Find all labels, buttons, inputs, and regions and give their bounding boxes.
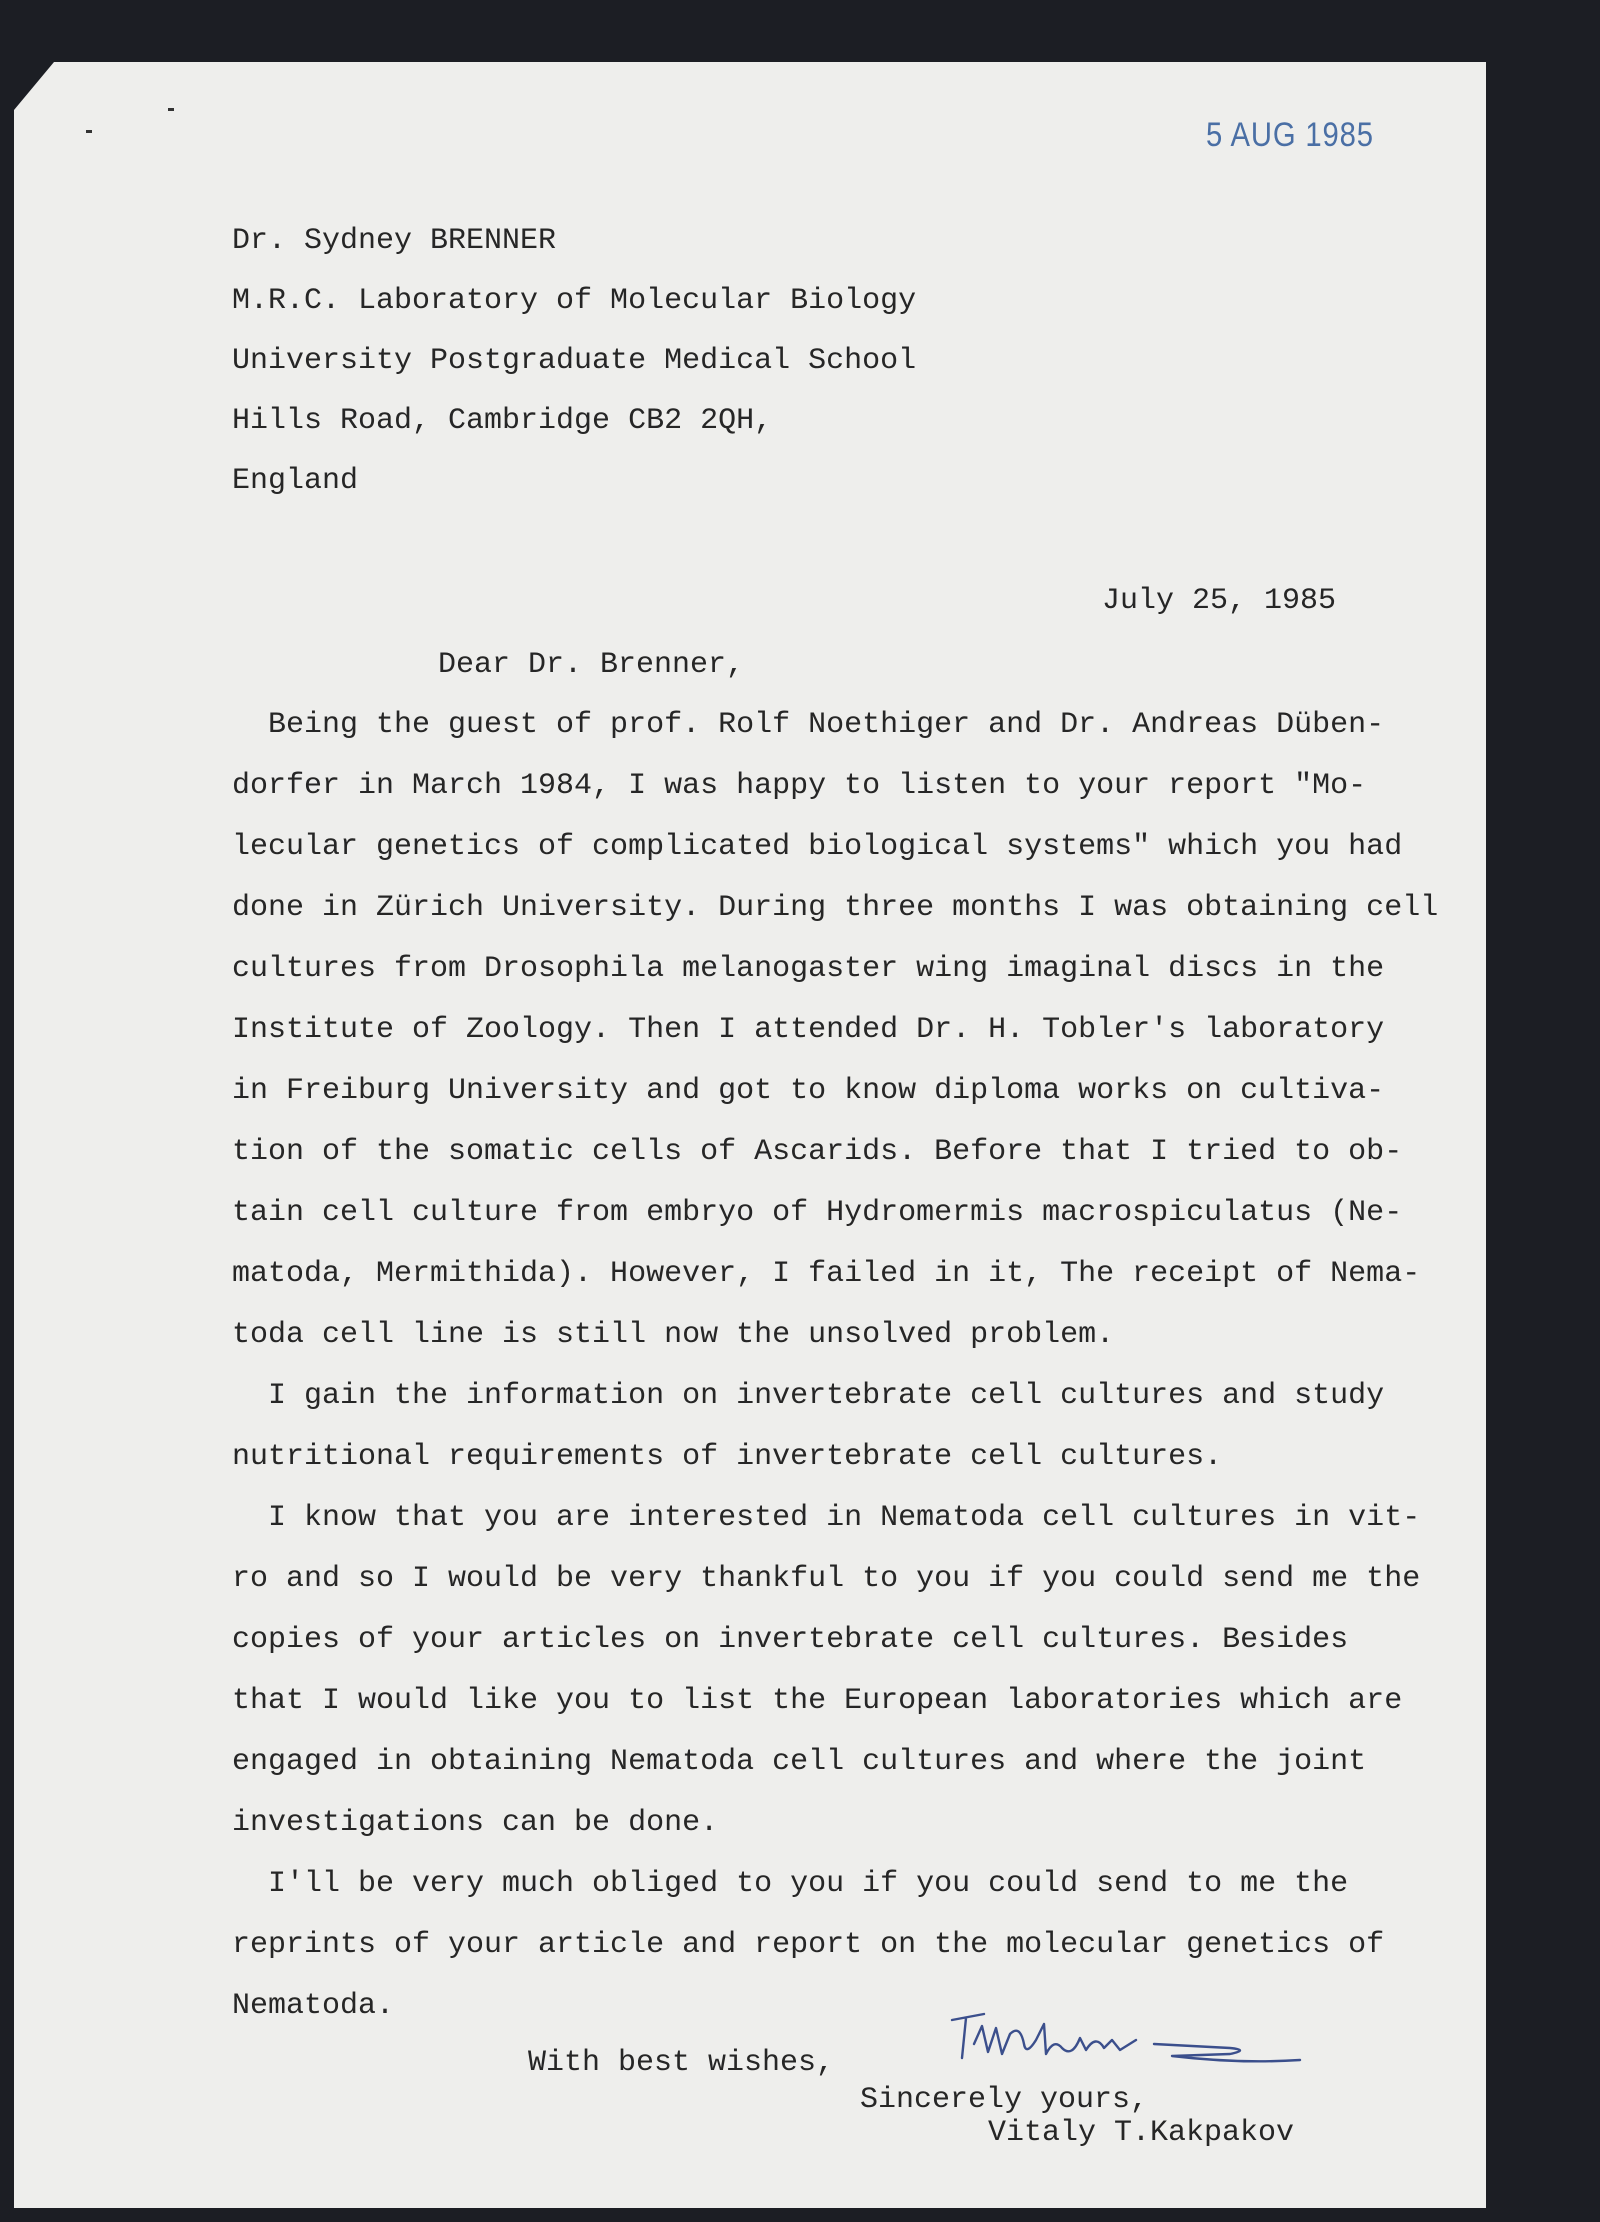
body-line: ro and so I would be very thankful to you if you could send me the [232,1562,1421,1596]
signer-name: Vitaly T.Kakpakov [988,2116,1295,2150]
paper-speck [168,108,174,111]
closing-wishes: With best wishes, [528,2046,835,2080]
body-line: toda cell line is still now the unsolved problem. [232,1318,1115,1352]
closing-sincerely: Sincerely yours, [860,2083,1149,2117]
body-line: done in Zürich University. During three months I was obtaining cell [232,891,1439,925]
body-line: tain cell culture from embryo of Hydromermis macrospiculatus (Ne- [232,1196,1403,1230]
recipient-line: M.R.C. Laboratory of Molecular Biology [232,284,917,318]
body-line: cultures from Drosophila melanogaster wing imaginal discs in the [232,952,1385,986]
body-line: reprints of your article and report on the molecular genetics of [232,1928,1385,1962]
recipient-line: Hills Road, Cambridge CB2 2QH, [232,404,773,438]
body-line: lecular genetics of complicated biological systems" which you had [232,830,1403,864]
body-line: dorfer in March 1984, I was happy to listen to your report "Mo- [232,769,1367,803]
body-line: investigations can be done. [232,1806,719,1840]
salutation: Dear Dr. Brenner, [438,648,745,682]
body-line: matoda, Mermithida). However, I failed in it, The receipt of Nema- [232,1257,1421,1291]
recipient-line: Dr. Sydney BRENNER [232,224,557,258]
body-line: tion of the somatic cells of Ascarids. Before that I tried to ob- [232,1135,1403,1169]
body-line: in Freiburg University and got to know diploma works on cultiva- [232,1074,1385,1108]
recipient-line: University Postgraduate Medical School [232,344,917,378]
signature [940,2004,1310,2080]
body-line: Nematoda. [232,1989,395,2023]
body-line: I know that you are interested in Nematoda cell cultures in vit- [232,1501,1421,1535]
body-line: I'll be very much obliged to you if you could send to me the [232,1867,1349,1901]
body-line: engaged in obtaining Nematoda cell cultures and where the joint [232,1745,1367,1779]
body-line: that I would like you to list the European laboratories which are [232,1684,1403,1718]
paper-speck [86,130,92,133]
body-line: copies of your articles on invertebrate cell cultures. Besides [232,1623,1349,1657]
recipient-line: England [232,464,359,498]
letter-date: July 25, 1985 [1102,584,1337,618]
body-line: Institute of Zoology. Then I attended Dr. H. Tobler's laboratory [232,1013,1385,1047]
body-line: Being the guest of prof. Rolf Noethiger and Dr. Andreas Düben- [232,708,1385,742]
body-line: nutritional requirements of invertebrate cell cultures. [232,1440,1223,1474]
body-line: I gain the information on invertebrate cell cultures and study [232,1379,1385,1413]
received-date-stamp: 5 AUG 1985 [1206,116,1374,154]
